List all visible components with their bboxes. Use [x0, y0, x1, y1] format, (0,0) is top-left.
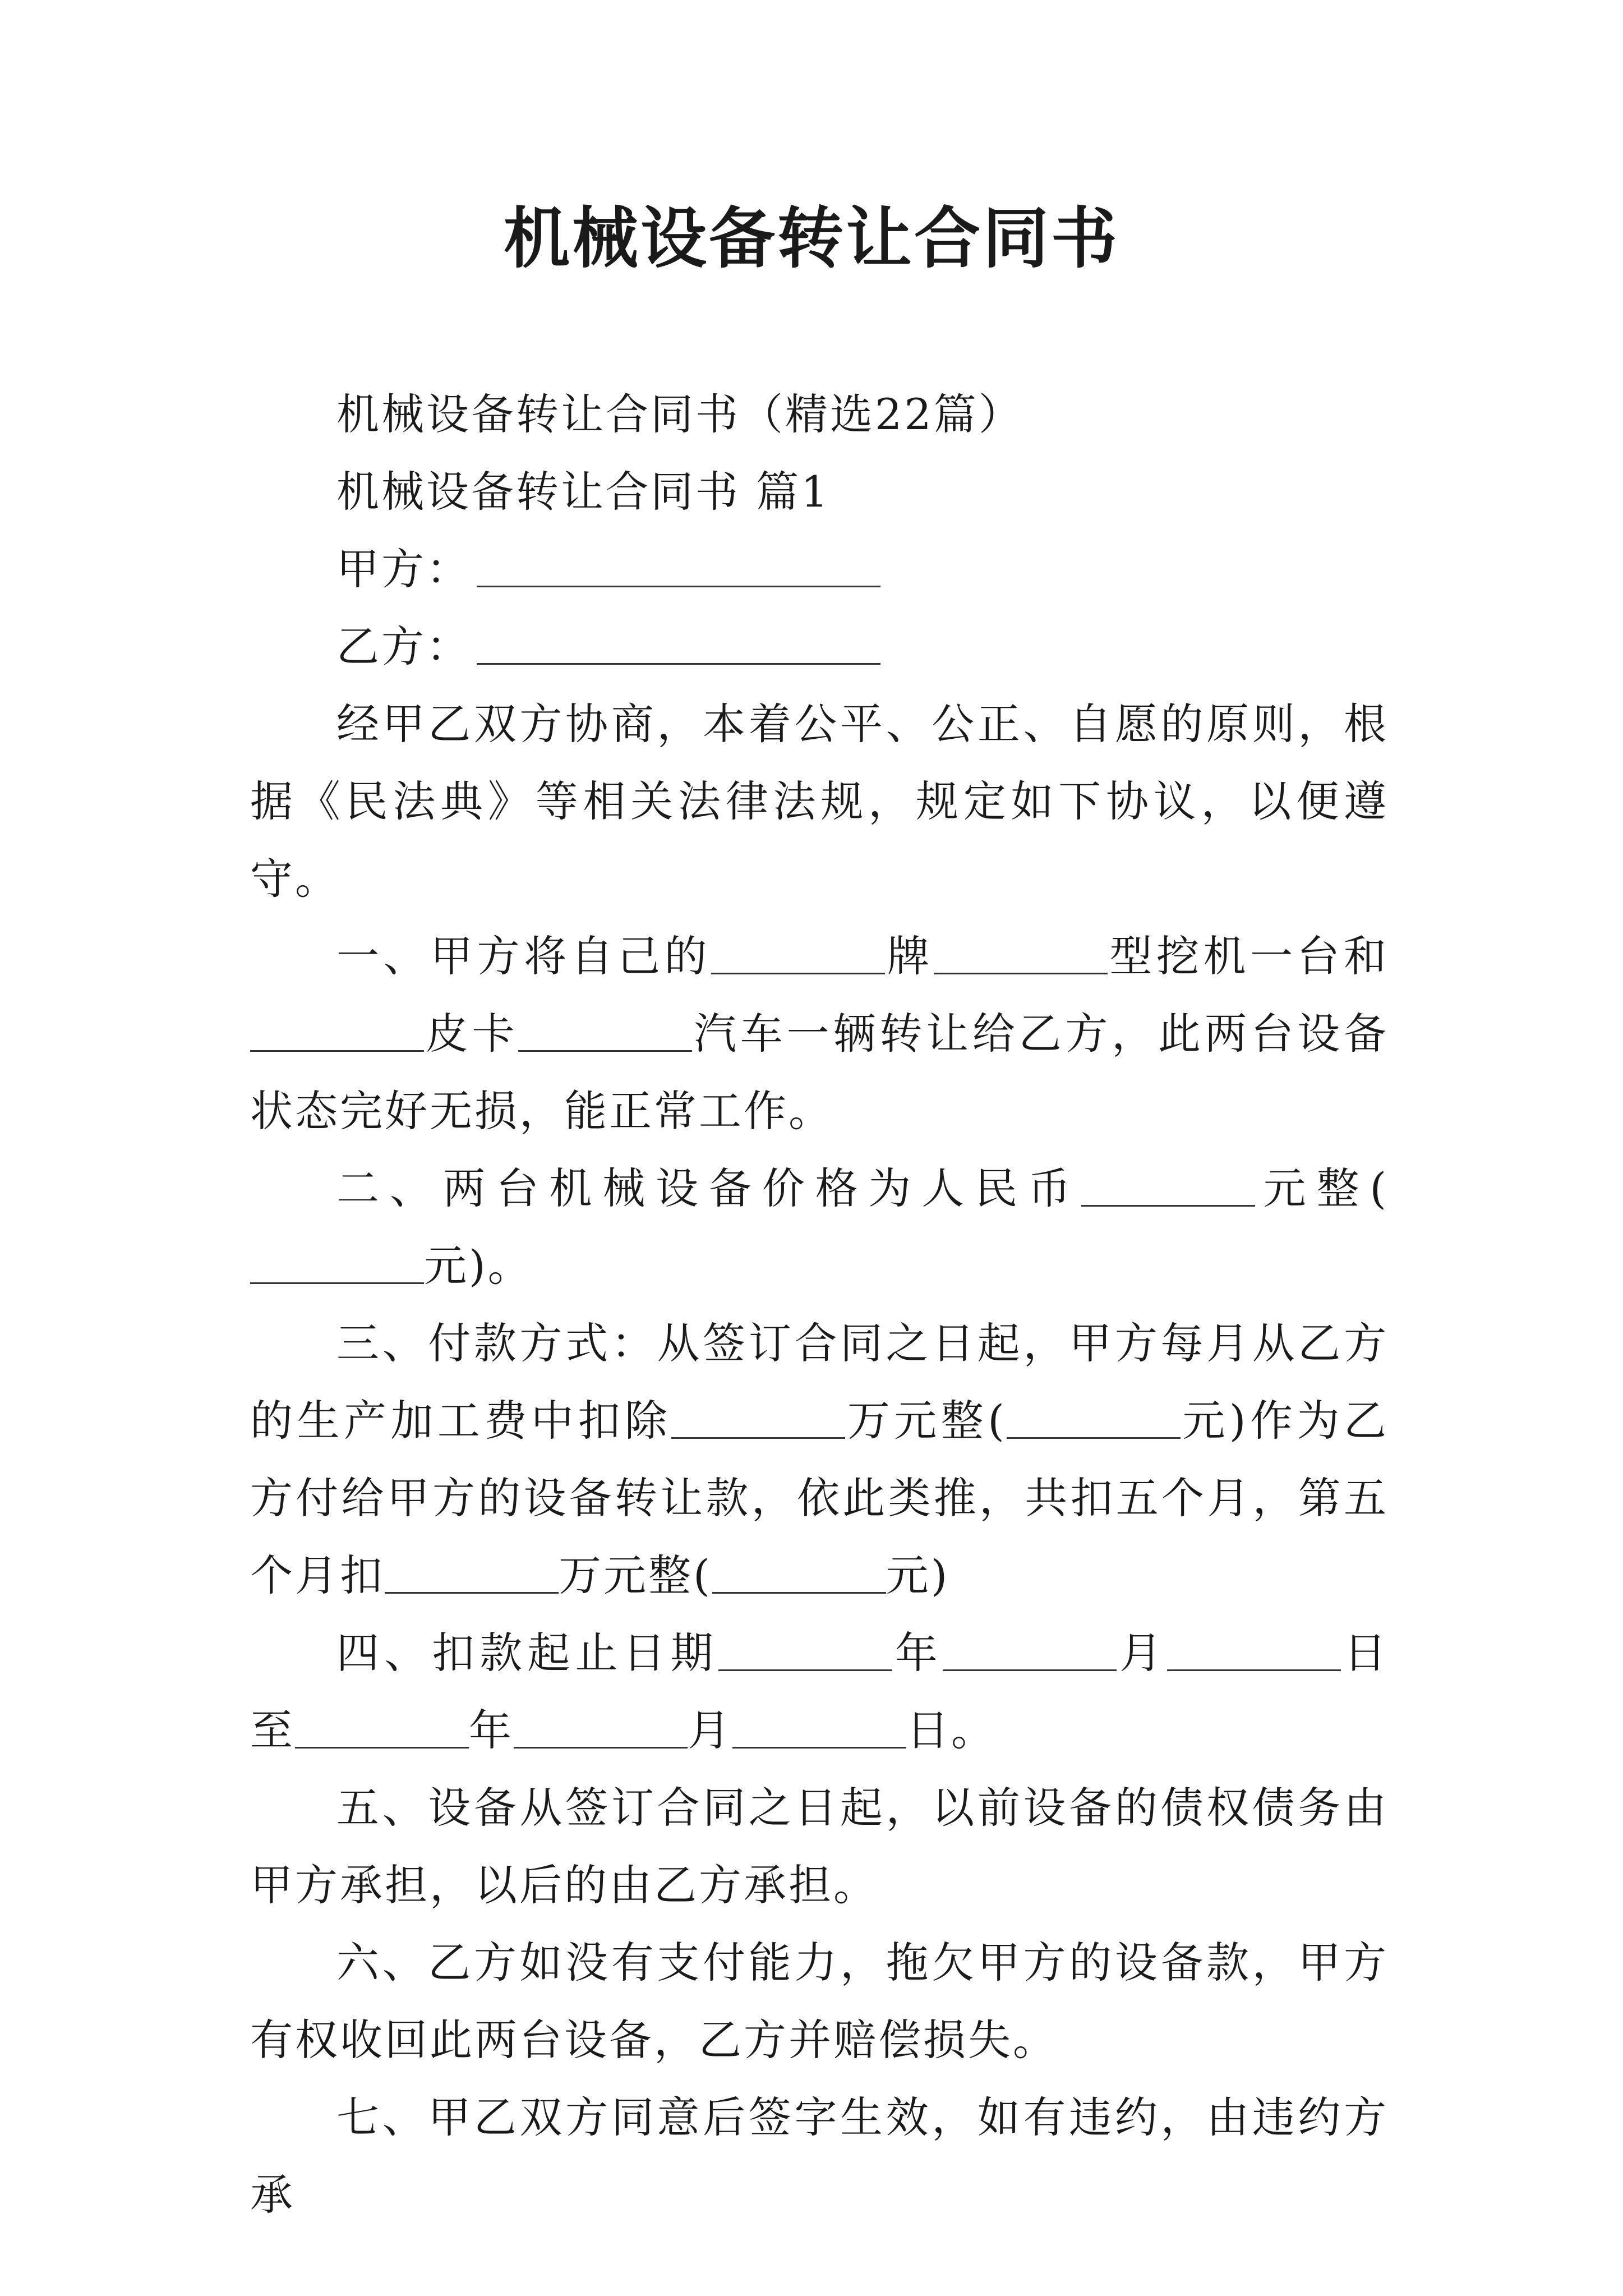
party-b-blank — [477, 624, 880, 665]
clause-3-text-3: 元)作为乙方付给甲方的设备转让款，依此类推，共扣五个月，第五个月扣 — [250, 1396, 1389, 1600]
clause-4 — [250, 1614, 1389, 1769]
clause-7: 七、甲乙双方同意后签字生效，如有违约，由违约方承 — [250, 2092, 1389, 2220]
clause-3-text-5: 元) — [886, 1550, 950, 1600]
clause-1-text-2: 牌 — [885, 931, 934, 981]
clause-4-text-2: 年 — [892, 1628, 943, 1678]
clause-2 — [250, 1150, 1389, 1305]
clause-4-text-7: 日。 — [906, 1705, 996, 1755]
clause-5: 五、设备从签订合同之日起，以前设备的债权债务由甲方承担，以后的由乙方承担。 — [250, 1783, 1389, 1910]
clause-2-text-1: 二、两台机械设备价格为人民币 — [336, 1163, 1081, 1213]
document-body — [250, 376, 1389, 2234]
party-a-line — [250, 531, 1389, 608]
clause-1-text-3: 型挖机一台和 — [1108, 931, 1389, 981]
clause-4-text-5: 年 — [469, 1705, 514, 1755]
clause-3-text-1: 三、付款方式：从签订合同之日起，甲方每月从乙方的生产加工费中扣除 — [250, 1318, 1389, 1446]
pickup-model-blank — [518, 1011, 692, 1052]
monthly-deduction-number-blank — [1007, 1398, 1181, 1439]
clause-6: 六、乙方如没有支付能力，拖欠甲方的设备款，甲方有权收回此两台设备，乙方并赔偿损失。 — [250, 1938, 1389, 2065]
section-heading: 机械设备转让合同书 篇1 — [336, 467, 831, 517]
clause-4-text-3: 月 — [1116, 1628, 1167, 1678]
subtitle: 机械设备转让合同书（精选22篇） — [336, 389, 1023, 439]
party-b-line — [250, 608, 1389, 685]
clause-2-text-3: 元)。 — [424, 1241, 533, 1291]
clause-1-text-5: 汽车一辆转让给乙方，此两台设备状态完好无损，能正常工作。 — [250, 1009, 1389, 1136]
clause-4-text-1: 四、扣款起止日期 — [336, 1628, 718, 1678]
pickup-brand-blank — [250, 1011, 424, 1052]
intro-paragraph: 经甲乙双方协商，本着公平、公正、自愿的原则，根据《民法典》等相关法律法规，规定如下协议，以便遵守。 — [250, 699, 1389, 904]
party-b-label: 乙方： — [336, 622, 471, 671]
party-a-label: 甲方： — [336, 544, 471, 594]
monthly-deduction-blank — [671, 1398, 845, 1439]
clause-2-text-2: 元整( — [1255, 1163, 1389, 1213]
document-title: 机械设备转让合同书 — [503, 199, 1119, 277]
model-blank — [934, 933, 1108, 974]
end-day-blank — [732, 1708, 906, 1749]
clause-1-text-1: 一、甲方将自己的 — [336, 931, 711, 981]
clause-3-text-4: 万元整( — [559, 1550, 712, 1600]
start-month-blank — [943, 1630, 1117, 1671]
clause-3-text-2: 万元整( — [845, 1396, 1007, 1446]
clause-1-text-4: 皮卡 — [424, 1009, 519, 1059]
start-year-blank — [718, 1630, 892, 1671]
clause-4-text-4: 日至 — [250, 1628, 1389, 1755]
start-day-blank — [1167, 1630, 1341, 1671]
end-year-blank — [295, 1708, 469, 1749]
party-a-blank — [477, 546, 880, 587]
end-month-blank — [514, 1708, 688, 1749]
price-number-blank — [250, 1243, 424, 1284]
final-deduction-number-blank — [712, 1553, 886, 1594]
clause-4-text-6: 月 — [688, 1705, 732, 1755]
brand-blank — [711, 933, 885, 974]
clause-1 — [250, 918, 1389, 1150]
price-blank — [1081, 1166, 1255, 1207]
final-deduction-blank — [385, 1553, 559, 1594]
clause-3 — [250, 1305, 1389, 1614]
